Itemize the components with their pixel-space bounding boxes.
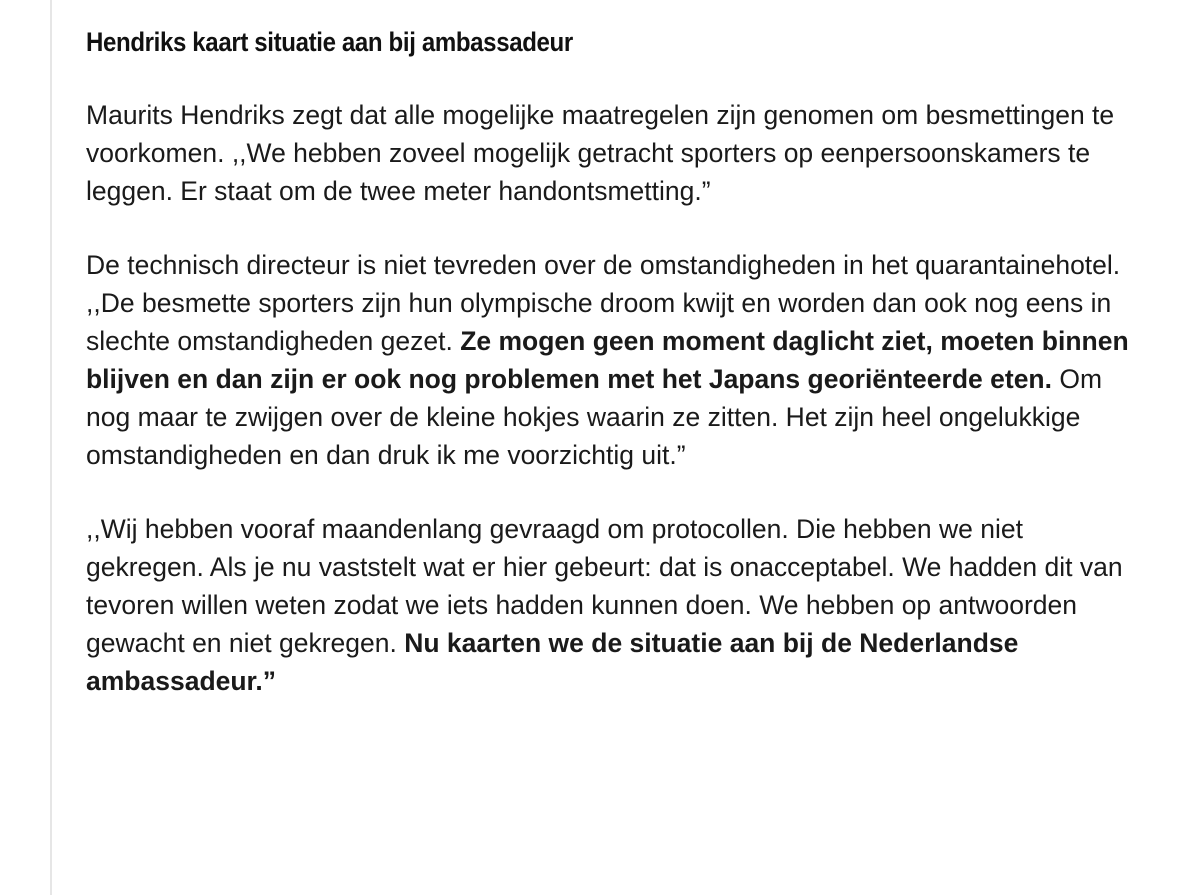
left-border-rule — [50, 0, 52, 895]
paragraph-1-text: Maurits Hendriks zegt dat alle mogelijke maatregelen zijn genomen om besmettingen te voorkomen. ,,We hebben zoveel mogelijk getracht sporters op eenpersoonskamers te leggen. Er staat om de twee meter handontsmetting.” — [86, 100, 1115, 206]
article-body — [86, 22, 1146, 700]
paragraph-2 — [86, 246, 1146, 474]
paragraph-2-text-after: Om nog maar te zwijgen over de kleine hokjes waarin ze zitten. Het zijn heel ongelukkige omstandigheden en dan druk ik me voorzichtig uit.” — [86, 364, 1103, 470]
paragraph-1 — [86, 96, 1146, 210]
paragraph-3 — [86, 510, 1146, 700]
paragraph-3-text-before: ,,Wij hebben vooraf maandenlang gevraagd om protocollen. Die hebben we niet gekregen. Als je nu vaststelt wat er hier gebeurt: dat is onacceptabel. We hadden dit van tevoren willen weten zodat we iets hadden kunnen doen. We hebben op antwoorden gewacht en niet gekregen. — [86, 514, 1123, 658]
paragraph-2-text-before: De technisch directeur is niet tevreden over de omstandigheden in het quarantainehotel. ,,De besmette sporters zijn hun olympische droom kwijt en worden dan ook nog eens in slechte omstandigheden gezet. — [86, 250, 1121, 356]
article-subheading: Hendriks kaart situatie aan bij ambassadeur — [86, 27, 573, 57]
paragraph-2-bold-quote: Ze mogen geen moment daglicht ziet, moeten binnen blijven en dan zijn er ook nog problemen met het Japans georiënteerde eten. — [86, 326, 1129, 394]
paragraph-3-bold-quote: Nu kaarten we de situatie aan bij de Nederlandse ambassadeur.” — [86, 628, 1019, 696]
